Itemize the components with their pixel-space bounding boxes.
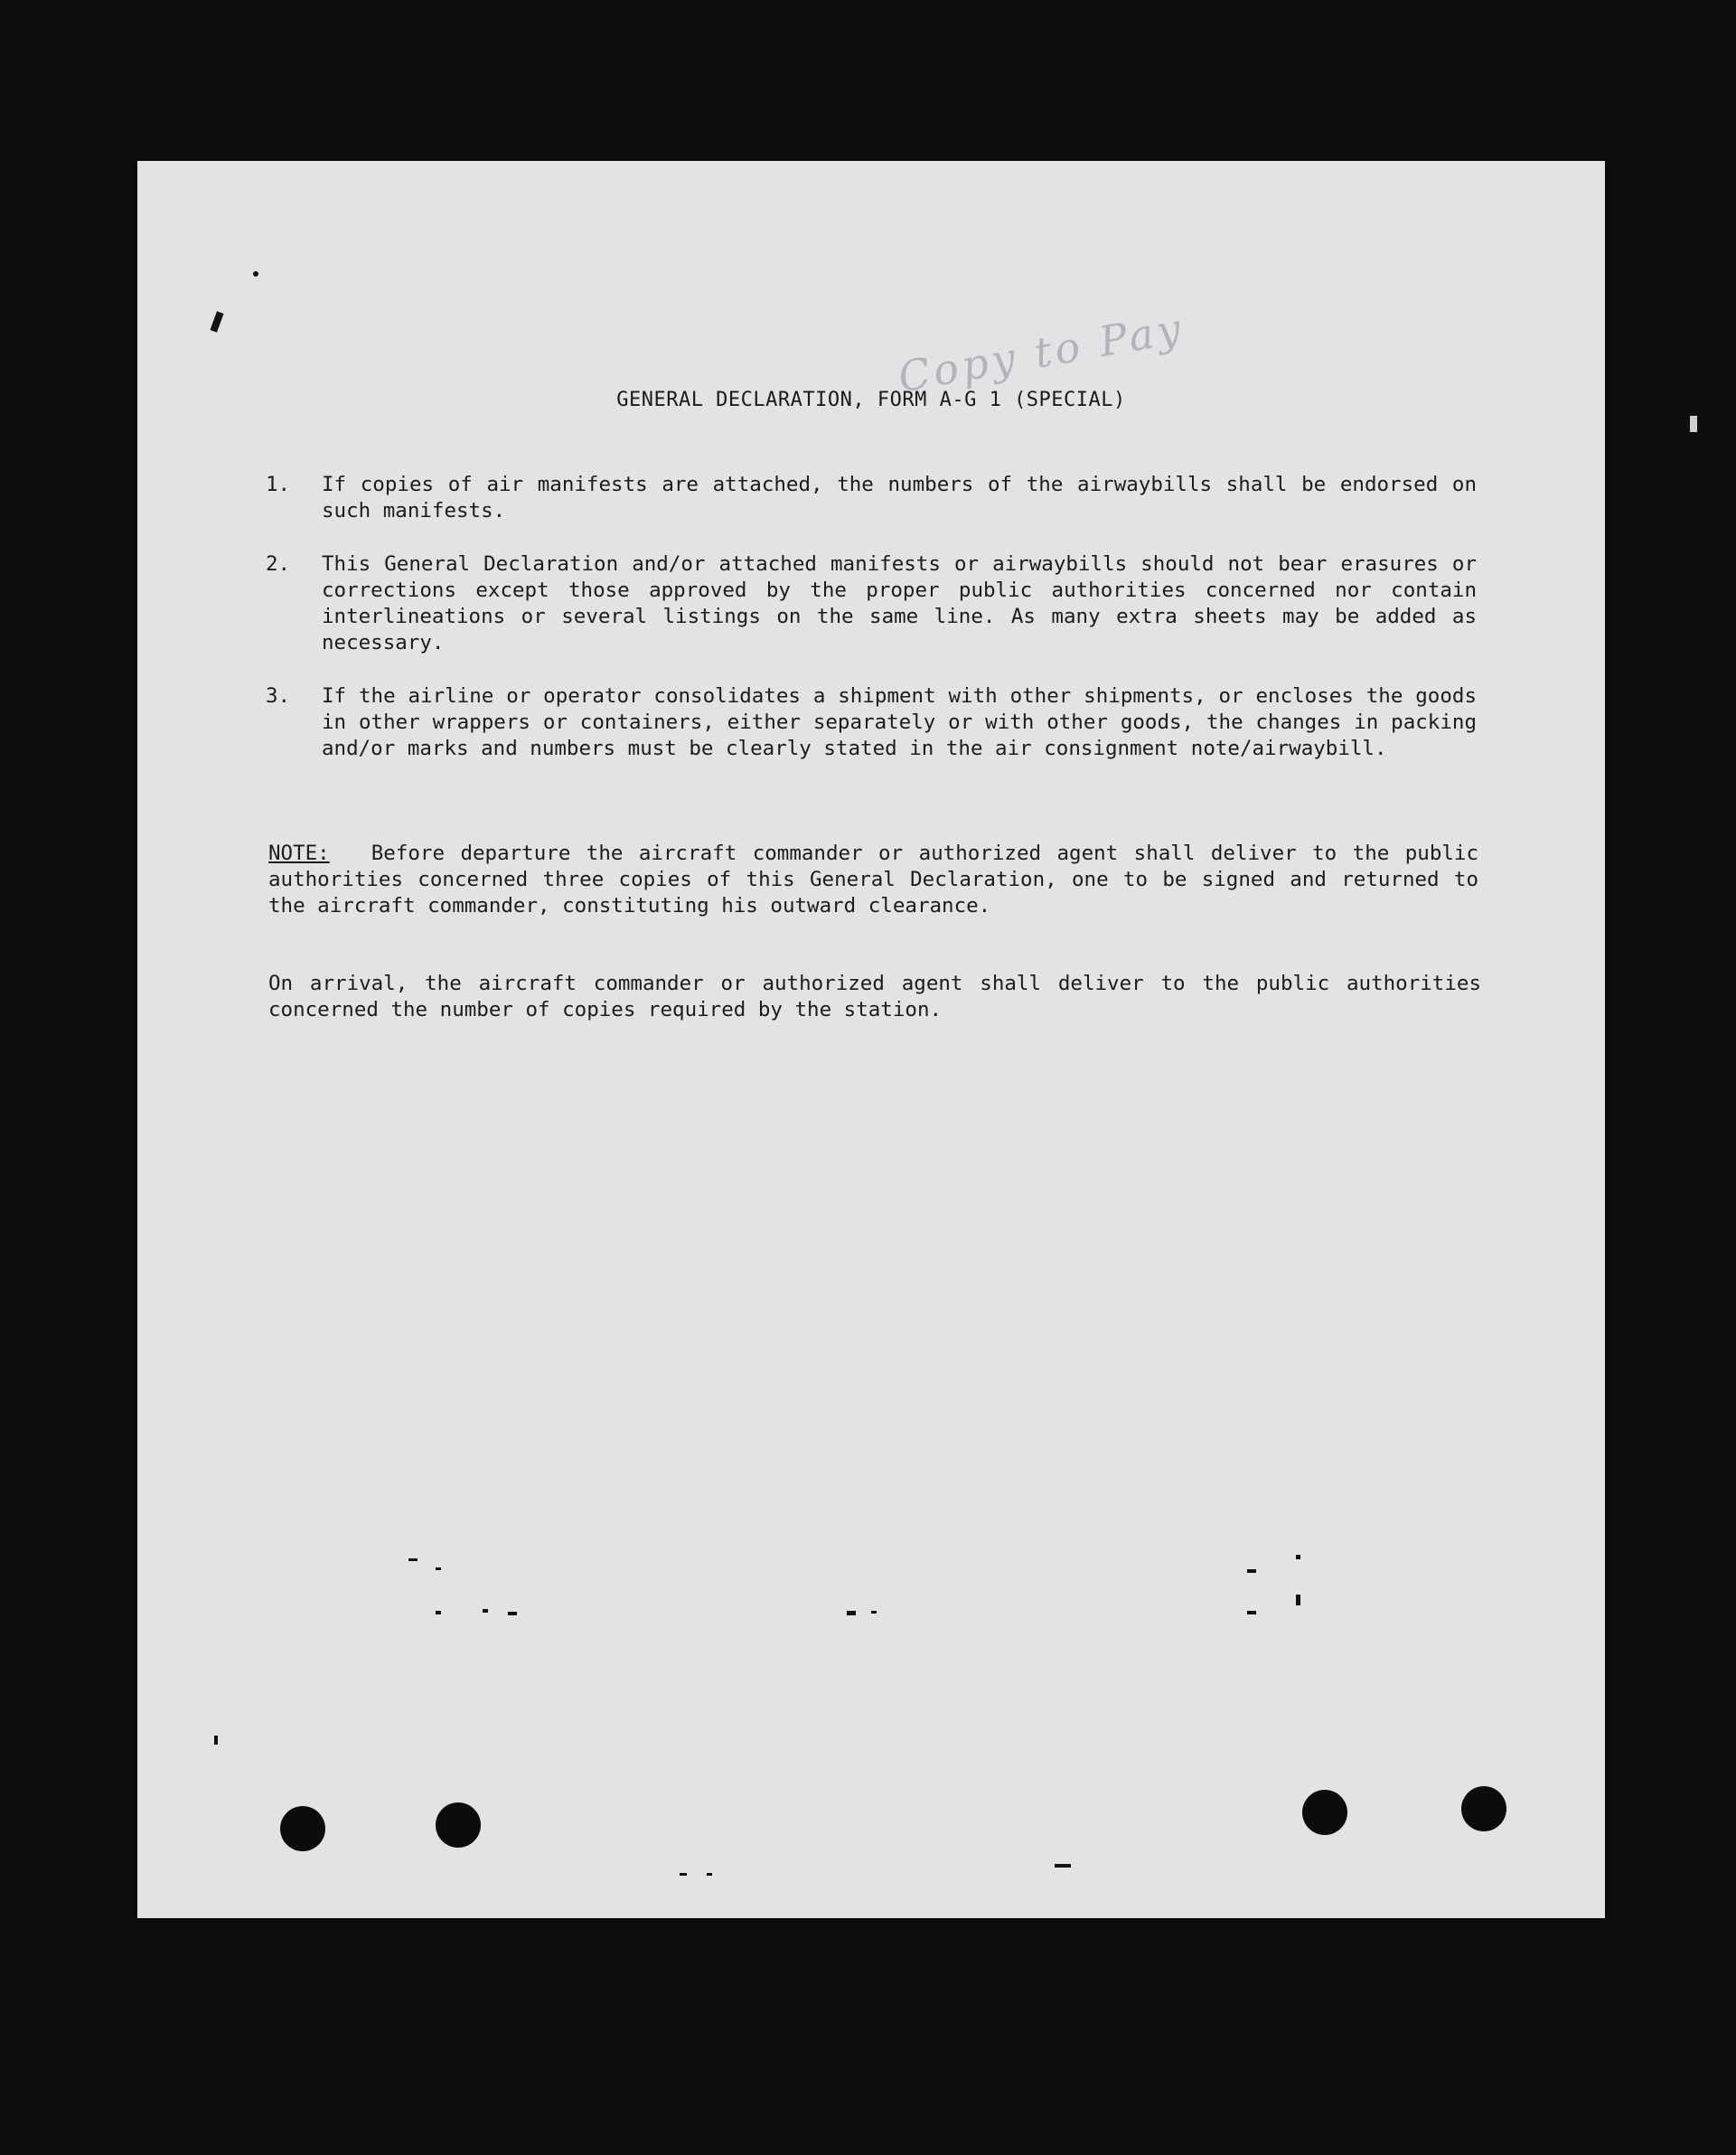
scan-speck — [508, 1612, 517, 1615]
document-page — [137, 161, 1605, 1918]
item-number: 2. — [266, 552, 291, 576]
handwritten-pencil-note: Copy to Pay — [894, 303, 1188, 402]
scan-speck — [707, 1873, 712, 1876]
instruction-item — [266, 551, 1477, 656]
punch-hole — [1302, 1790, 1347, 1835]
scan-speck — [214, 1736, 218, 1745]
item-text: This General Declaration and/or attached manifests or airwaybills should not bear erasures or corrections except those approved by the proper public authorities concerned nor contain interlineations or several listings on the same line. As many extra sheets may be added as necessary. — [322, 552, 1477, 654]
item-text: If copies of air manifests are attached, the numbers of the airwaybills shall be endorsed on such manifests. — [322, 473, 1477, 522]
arrival-paragraph: On arrival, the aircraft commander or authorized agent shall deliver to the public authorities concerned the number of copies required by the station. — [268, 972, 1481, 1021]
punch-hole — [1461, 1786, 1506, 1831]
item-text: If the airline or operator consolidates a shipment with other shipments, or encloses the goods in other wrappers or containers, either separately or with other goods, the changes in packing and/or marks and numbers must be clearly stated in the air consignment note/airwaybill. — [322, 684, 1477, 760]
note-text: Before departure the aircraft commander or authorized agent shall deliver to the public authorities concerned three copies of this General Declaration, one to be signed and returned to the aircraft commander, constituting his outward clearance. — [268, 842, 1478, 918]
note-paragraph — [268, 841, 1478, 919]
scan-speck — [483, 1609, 488, 1613]
form-title: GENERAL DECLARATION, FORM A-G 1 (SPECIAL) — [616, 389, 1126, 411]
scan-speck — [253, 271, 258, 277]
item-number: 1. — [266, 473, 291, 496]
scan-speck — [1247, 1569, 1256, 1573]
scan-speck — [1296, 1555, 1300, 1559]
scan-speck — [1247, 1611, 1256, 1614]
scan-speck — [847, 1611, 856, 1615]
note-label: NOTE: — [268, 842, 330, 865]
scan-speck — [680, 1873, 687, 1876]
scan-speck — [408, 1558, 418, 1561]
instruction-item — [266, 472, 1477, 524]
scan-speck — [1296, 1595, 1300, 1605]
punch-hole — [436, 1802, 481, 1848]
scan-speck — [436, 1611, 441, 1614]
scan-speck — [871, 1611, 877, 1614]
instruction-item — [266, 683, 1477, 762]
item-number: 3. — [266, 684, 291, 708]
punch-hole — [280, 1806, 325, 1851]
scan-speck — [436, 1567, 441, 1570]
scan-speck — [1690, 416, 1697, 432]
scan-speck — [1055, 1864, 1071, 1868]
